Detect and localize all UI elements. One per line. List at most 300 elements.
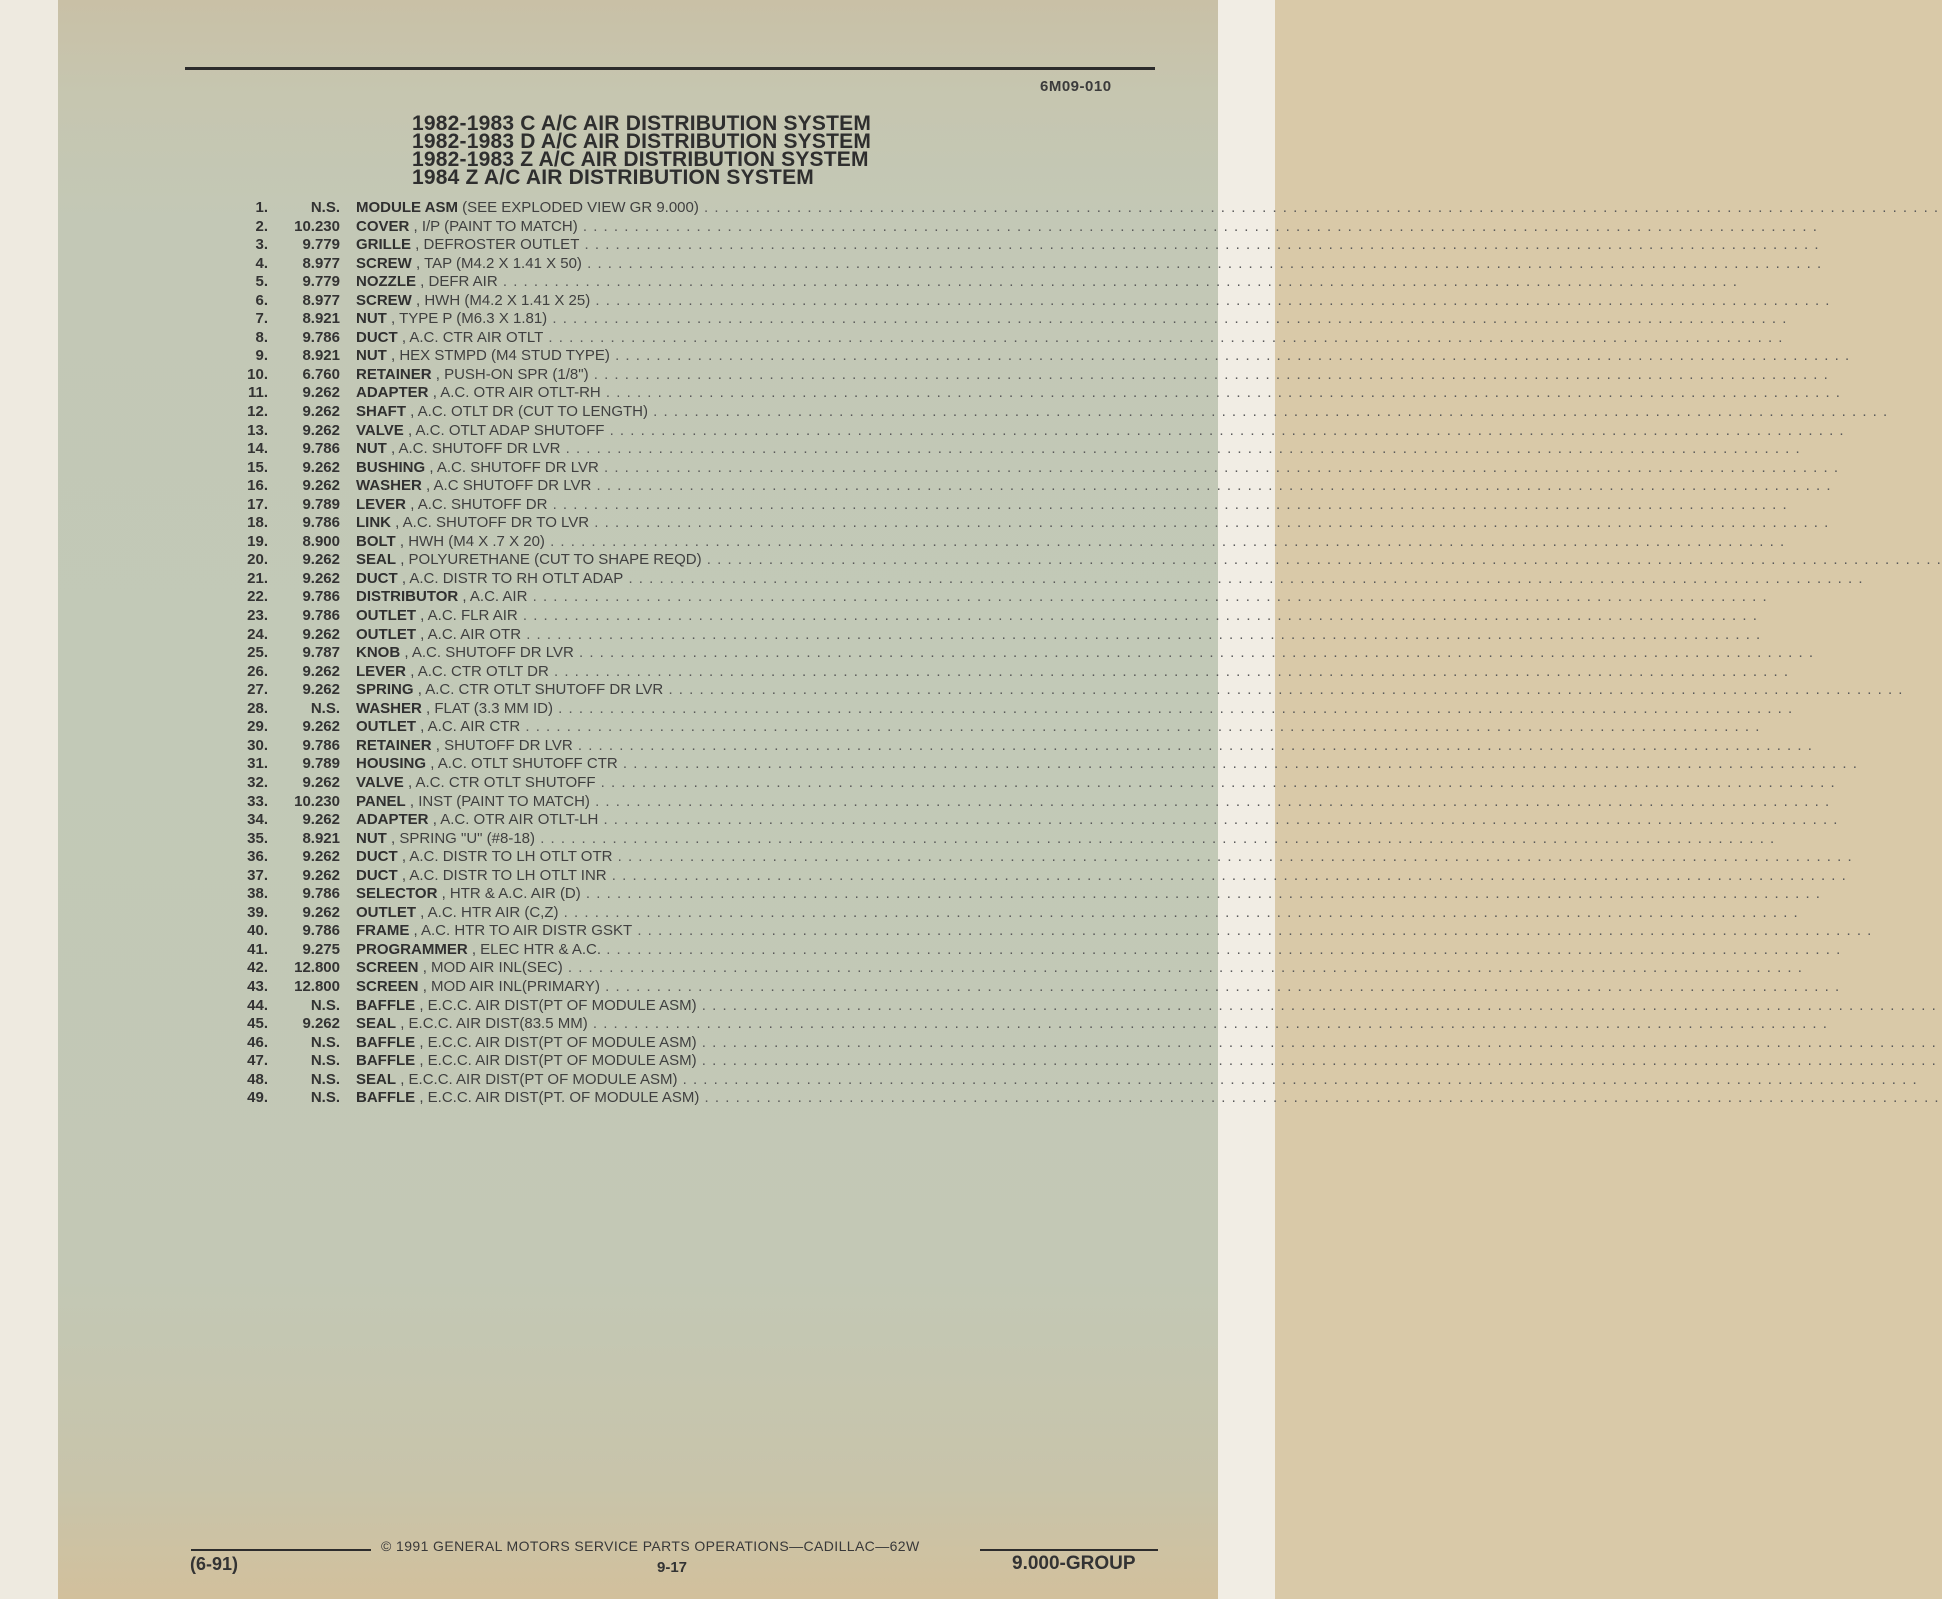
- part-description: [356, 421, 1845, 440]
- part-row: [240, 440, 1801, 459]
- part-number: 25.: [247, 644, 268, 662]
- part-name: DUCT: [356, 569, 398, 587]
- part-number: 28.: [247, 699, 268, 717]
- part-group: 9.786: [302, 328, 340, 346]
- part-detail: , DEFR AIR: [420, 273, 498, 291]
- part-name: LINK: [356, 514, 391, 532]
- part-row: [240, 644, 1815, 663]
- footer-rule-right: [980, 1549, 1158, 1551]
- part-number: 20.: [247, 551, 268, 569]
- part-group: 9.262: [302, 848, 340, 866]
- part-detail: , A.C. SHUTOFF DR LVR: [391, 440, 561, 458]
- leader-dots: . . . . . . . . . . . . . . . . . . . . . . . . . . . . . . . . . . . . . . . . . . . . . . . . . . . . . . . . . . . . . . . . . . . . . . . . . . . . . . . . . . . . . . . . . . . . . . . . . . . . . . . . . . . . . . . . . . . . . . . .: [609, 347, 1851, 365]
- part-number: 10.: [247, 365, 268, 383]
- part-description: [356, 792, 1831, 811]
- leader-dots: . . . . . . . . . . . . . . . . . . . . . . . . . . . . . . . . . . . . . . . . . . . . . . . . . . . . . . . . . . . . . . . . . . . . . . . . . . . . . . . . . . . . . . . . . . . . . . . . . . . . . . . . . . . . . . . . . . . . . . . .: [604, 421, 1845, 439]
- leader-dots: . . . . . . . . . . . . . . . . . . . . . . . . . . . . . . . . . . . . . . . . . . . . . . . . . . . . . . . . . . . . . . . . . . . . . . . . . . . . . . . . . . . . . . . . . . . . . . . . . . . . . . . . . . . . . . . . . . . . . . . .: [562, 959, 1803, 977]
- part-description: [356, 199, 1940, 217]
- part-number: 23.: [247, 607, 268, 625]
- page-code: 6M09-010: [1040, 78, 1112, 95]
- part-row: [240, 254, 1823, 274]
- leader-dots: . . . . . . . . . . . . . . . . . . . . . . . . . . . . . . . . . . . . . . . . . . . . . . . . . . . . . . . . . . . . . . . . . . . . . . . . . . . . . . . . . . . . . . . . . . . . . . . . . . . . . . . . . . . . . . . . . . . . . . . .: [517, 607, 1758, 625]
- leader-dots: . . . . . . . . . . . . . . . . . . . . . . . . . . . . . . . . . . . . . . . . . . . . . . . . . . . . . . . . . . . . . . . . . . . . . . . . . . . . . . . . . . . . . . . . . . . . . . . . . . . . . . . . . . . . . . . . . . . . . . . .: [535, 829, 1776, 847]
- part-description: [356, 328, 1784, 347]
- page-number: 9-17: [657, 1559, 688, 1576]
- leader-dots: . . . . . . . . . . . . . . . . . . . . . . . . . . . . . . . . . . . . . . . . . . . . . . . . . . . . . . . . . . . . . . . . . . . . . . . . . . . . . . . . . . . . . . . . . . . . . . . . . . . . . . . . . . . . . . . . . . . . . . . .: [677, 1070, 1918, 1088]
- part-group: 8.921: [302, 310, 340, 328]
- part-group: 9.262: [302, 718, 340, 736]
- part-description: [356, 718, 1761, 736]
- leader-dots: . . . . . . . . . . . . . . . . . . . . . . . . . . . . . . . . . . . . . . . . . . . . . . . . . . . . . . . . . . . . . . . . . . . . . . . . . . . . . . . . . . . . . . . . . . . . . . . . . . . . . . . . . . . . . . . . . . . . . . . .: [520, 718, 1761, 736]
- part-name: LEVER: [356, 495, 407, 513]
- part-number: 2.: [255, 217, 268, 235]
- group-label: 9.000-GROUP: [1012, 1553, 1136, 1574]
- part-group: 9.779: [302, 236, 340, 254]
- leader-dots: . . . . . . . . . . . . . . . . . . . . . . . . . . . . . . . . . . . . . . . . . . . . . . . . . . . . . . . . . . . . . . . . . . . . . . . . . . . . . . . . . . . . . . . . . . . . . . . . . . . . . . . . . . . . . . . . . . . . . . . .: [544, 532, 1786, 550]
- part-group: 9.262: [302, 811, 340, 829]
- part-number: 42.: [247, 959, 268, 977]
- part-description: [356, 291, 1831, 310]
- part-description: [356, 866, 1847, 885]
- part-description: [356, 681, 1904, 699]
- part-description: [356, 996, 1937, 1015]
- part-description: [356, 829, 1776, 848]
- part-detail: (SEE EXPLODED VIEW GR 9.000): [462, 199, 699, 216]
- part-name: SEAL: [356, 551, 397, 569]
- part-group: 9.786: [302, 607, 340, 625]
- part-description: [356, 736, 1813, 755]
- part-detail: , SPRING "U" (#8-18): [391, 829, 536, 847]
- part-detail: , A.C. AIR CTR: [420, 718, 521, 736]
- part-description: [356, 236, 1820, 254]
- part-description: [356, 495, 1788, 514]
- leader-dots: . . . . . . . . . . . . . . . . . . . . . . . . . . . . . . . . . . . . . . . . . . . . . . . . . . . . . . . . . . . . . . . . . . . . . . . . . . . . . . . . . . . . . . . . . . . . . . . . . . . . . . . . . . . . . . . . . . . . . . . .: [617, 755, 1858, 773]
- part-detail: , A.C. OTLT ADAP SHUTOFF: [407, 421, 605, 439]
- part-group: N.S.: [310, 1089, 340, 1107]
- part-name: BAFFLE: [356, 1089, 416, 1107]
- part-name: SCREW: [356, 254, 412, 272]
- part-name: SELECTOR: [356, 885, 438, 903]
- leader-dots: . . . . . . . . . . . . . . . . . . . . . . . . . . . . . . . . . . . . . . . . . . . . . . . . . . . . . . . . . . . . . . . . . . . . . . . . . . . . . . . . . . . . . . . . . . . . . . . . . . . . . . . . . . . . . . . . . . . . . . . .: [527, 588, 1768, 606]
- leader-dots: . . . . . . . . . . . . . . . . . . . . . . . . . . . . . . . . . . . . . . . . . . . . . . . . . . . . . . . . . . . . . . . . . . . . . . . . . . . . . . . . . . . . . . . . . . . . . . . . . . . . . . . . . . . . . . . . . . . . . . . .: [589, 514, 1830, 532]
- part-name: COVER: [356, 217, 410, 235]
- part-detail: , HWH (M4 X .7 X 20): [399, 532, 545, 550]
- part-number: 15.: [247, 458, 268, 476]
- part-detail: , INST (PAINT TO MATCH): [409, 792, 590, 810]
- leader-dots: . . . . . . . . . . . . . . . . . . . . . . . . . . . . . . . . . . . . . . . . . . . . . . . . . . . . . . . . . . . . . . . . . . . . . . . . . . . . . . . . . . . . . . . . . . . . . . . . . . . . . . . . . . . . . . . . . . . . . . . .: [590, 291, 1831, 309]
- part-row: [240, 699, 1794, 719]
- part-name: KNOB: [356, 644, 401, 662]
- leader-dots: . . . . . . . . . . . . . . . . . . . . . . . . . . . . . . . . . . . . . . . . . . . . . . . . . . . . . . . . . . . . . . . . . . . . . . . . . . . . . . . . . . . . . . . . . . . . . . . . . . . . . . . . . . . . . . . . . . . . . . . .: [698, 199, 1940, 216]
- leader-dots: . . . . . . . . . . . . . . . . . . . . . . . . . . . . . . . . . . . . . . . . . . . . . . . . . . . . . . . . . . . . . . . . . . . . . . . . . . . . . . . . . . . . . . . . . . . . . . . . . . . . . . . . . . . . . . . . . . . . . . . .: [632, 922, 1873, 940]
- leader-dots: . . . . . . . . . . . . . . . . . . . . . . . . . . . . . . . . . . . . . . . . . . . . . . . . . . . . . . . . . . . . . . . . . . . . . . . . . . . . . . . . . . . . . . . . . . . . . . . . . . . . . . . . . . . . . . . . . . . . . . . .: [543, 328, 1784, 346]
- part-detail: , A.C. CTR OTLT SHUTOFF DR LVR: [417, 681, 664, 699]
- part-row: [240, 328, 1784, 348]
- part-row: [240, 1070, 1918, 1090]
- part-group: 9.262: [302, 458, 340, 476]
- part-group: N.S.: [310, 996, 340, 1014]
- part-row: [240, 959, 1803, 978]
- part-number: 29.: [247, 718, 268, 736]
- part-detail: , HEX STMPD (M4 STUD TYPE): [391, 347, 610, 365]
- part-number: 36.: [247, 848, 268, 866]
- part-group: 9.262: [302, 866, 340, 884]
- part-group: 9.786: [302, 885, 340, 903]
- leader-dots: . . . . . . . . . . . . . . . . . . . . . . . . . . . . . . . . . . . . . . . . . . . . . . . . . . . . . . . . . . . . . . . . . . . . . . . . . . . . . . . . . . . . . . . . . . . . . . . . . . . . . . . . . . . . . . . . . . . . . . . .: [696, 996, 1937, 1014]
- part-name: RETAINER: [356, 736, 432, 754]
- part-description: [356, 1033, 1937, 1052]
- leader-dots: . . . . . . . . . . . . . . . . . . . . . . . . . . . . . . . . . . . . . . . . . . . . . . . . . . . . . . . . . . . . . . . . . . . . . . . . . . . . . . . . . . . . . . . . . . . . . . . . . . . . . . . . . . . . . . . . . . . . . . . .: [600, 384, 1841, 402]
- part-detail: , FLAT (3.3 MM ID): [426, 699, 553, 717]
- part-group: 6.760: [302, 365, 340, 383]
- leader-dots: . . . . . . . . . . . . . . . . . . . . . . . . . . . . . . . . . . . . . . . . . . . . . . . . . . . . . . . . . . . . . . . . . . . . . . . . . . . . . . . . . . . . . . . . . . . . . . . . . . . . . . . . . . . . . . . . . . . . . . . .: [579, 236, 1820, 254]
- part-detail: , A.C. AIR: [462, 588, 528, 606]
- part-number: 34.: [247, 811, 268, 829]
- part-name: PROGRAMMER: [356, 940, 468, 958]
- part-row: [240, 347, 1851, 366]
- part-number: 5.: [255, 273, 268, 291]
- part-detail: , A.C. CTR OTLT DR: [410, 662, 549, 680]
- leader-dots: . . . . . . . . . . . . . . . . . . . . . . . . . . . . . . . . . . . . . . . . . . . . . . . . . . . . . . . . . . . . . . . . . . . . . . . . . . . . . . . . . . . . . . . . . . . . . . . . . . . . . . . . . . . . . . . . . . . . . . . .: [581, 254, 1823, 272]
- leader-dots: . . . . . . . . . . . . . . . . . . . . . . . . . . . . . . . . . . . . . . . . . . . . . . . . . . . . . . . . . . . . . . . . . . . . . . . . . . . . . . . . . . . . . . . . . . . . . . . . . . . . . . . . . . . . . . . . . . . . . . . .: [552, 699, 1794, 717]
- part-group: 8.921: [302, 829, 340, 847]
- part-row: [240, 217, 1818, 237]
- part-row: [240, 569, 1864, 589]
- part-row: [240, 885, 1821, 904]
- leader-dots: . . . . . . . . . . . . . . . . . . . . . . . . . . . . . . . . . . . . . . . . . . . . . . . . . . . . . . . . . . . . . . . . . . . . . . . . . . . . . . . . . . . . . . . . . . . . . . . . . . . . . . . . . . . . . . . . . . . . . . . .: [599, 977, 1841, 995]
- leader-dots: . . . . . . . . . . . . . . . . . . . . . . . . . . . . . . . . . . . . . . . . . . . . . . . . . . . . . . . . . . . . . . . . . . . . . . . . . . . . . . . . . . . . . . . . . . . . . . . . . . . . . . . . . . . . . . . . . . . . . . . .: [577, 217, 1818, 235]
- date-code: (6-91): [190, 1554, 239, 1574]
- part-number: 27.: [247, 681, 268, 699]
- part-name: BAFFLE: [356, 1052, 416, 1070]
- part-row: [240, 736, 1813, 756]
- part-detail: , A.C. AIR OTR: [420, 625, 522, 643]
- part-detail: , SHUTOFF DR LVR: [435, 736, 573, 754]
- part-name: ADAPTER: [356, 384, 429, 402]
- part-row: [240, 773, 1836, 793]
- part-row: [240, 551, 1942, 570]
- part-row: [240, 495, 1788, 515]
- part-description: [356, 273, 1738, 291]
- part-description: [356, 1052, 1937, 1070]
- part-group: 9.262: [302, 681, 340, 699]
- part-number: 39.: [247, 903, 268, 921]
- part-description: [356, 440, 1801, 458]
- part-number: 21.: [247, 569, 268, 587]
- part-number: 30.: [247, 736, 268, 754]
- part-row: [240, 625, 1762, 645]
- part-detail: , A.C. SHUTOFF DR LVR: [429, 458, 599, 476]
- part-name: OUTLET: [356, 718, 416, 736]
- part-number: 47.: [247, 1052, 268, 1070]
- part-group: 9.262: [302, 625, 340, 643]
- part-detail: , A.C. CTR OTLT SHUTOFF: [407, 773, 596, 791]
- footer-rule-left: [191, 1549, 371, 1551]
- part-name: OUTLET: [356, 903, 416, 921]
- part-number: 14.: [247, 440, 268, 458]
- part-group: 8.900: [302, 532, 340, 550]
- part-description: [356, 607, 1758, 625]
- part-detail: , A.C. OTLT SHUTOFF CTR: [430, 755, 618, 773]
- part-description: [356, 532, 1786, 551]
- leader-dots: . . . . . . . . . . . . . . . . . . . . . . . . . . . . . . . . . . . . . . . . . . . . . . . . . . . . . . . . . . . . . . . . . . . . . . . . . . . . . . . . . . . . . . . . . . . . . . . . . . . . . . . . . . . . . . . . . . . . . . . .: [647, 403, 1889, 421]
- part-name: NUT: [356, 829, 387, 847]
- part-name: SHAFT: [356, 403, 406, 421]
- leader-dots: . . . . . . . . . . . . . . . . . . . . . . . . . . . . . . . . . . . . . . . . . . . . . . . . . . . . . . . . . . . . . . . . . . . . . . . . . . . . . . . . . . . . . . . . . . . . . . . . . . . . . . . . . . . . . . . . . . . . . . . .: [572, 736, 1813, 754]
- part-row: [240, 922, 1873, 941]
- leader-dots: . . . . . . . . . . . . . . . . . . . . . . . . . . . . . . . . . . . . . . . . . . . . . . . . . . . . . . . . . . . . . . . . . . . . . . . . . . . . . . . . . . . . . . . . . . . . . . . . . . . . . . . . . . . . . . . . . . . . . . . .: [560, 440, 1801, 458]
- part-detail: , A.C. DISTR TO LH OTLT OTR: [401, 848, 613, 866]
- part-description: [356, 755, 1858, 773]
- part-row: [240, 811, 1839, 830]
- part-row: [240, 1089, 1940, 1108]
- part-detail: , E.C.C. AIR DIST(PT OF MODULE ASM): [419, 1052, 697, 1070]
- part-group: 10.230: [294, 217, 340, 235]
- leader-dots: . . . . . . . . . . . . . . . . . . . . . . . . . . . . . . . . . . . . . . . . . . . . . . . . . . . . . . . . . . . . . . . . . . . . . . . . . . . . . . . . . . . . . . . . . . . . . . . . . . . . . . . . . . . . . . . . . . . . . . . .: [598, 811, 1839, 829]
- part-group: N.S.: [310, 1052, 340, 1070]
- part-number: 43.: [247, 977, 268, 995]
- part-group: 9.275: [302, 940, 340, 958]
- leader-dots: . . . . . . . . . . . . . . . . . . . . . . . . . . . . . . . . . . . . . . . . . . . . . . . . . . . . . . . . . . . . . . . . . . . . . . . . . . . . . . . . . . . . . . . . . . . . . . . . . . . . . . . . . . . . . . . . . . . . . . . .: [601, 940, 1842, 958]
- part-row: [240, 996, 1937, 1016]
- leader-dots: . . . . . . . . . . . . . . . . . . . . . . . . . . . . . . . . . . . . . . . . . . . . . . . . . . . . . . . . . . . . . . . . . . . . . . . . . . . . . . . . . . . . . . . . . . . . . . . . . . . . . . . . . . . . . . . . . . . . . . . .: [612, 848, 1853, 866]
- part-name: LEVER: [356, 662, 407, 680]
- part-row: [240, 458, 1840, 478]
- part-number: 33.: [247, 792, 268, 810]
- part-group: 9.786: [302, 514, 340, 532]
- part-group: 9.262: [302, 551, 340, 569]
- part-detail: , A.C. OTLT DR (CUT TO LENGTH): [410, 403, 648, 421]
- part-row: [240, 1015, 1828, 1034]
- part-description: [356, 365, 1829, 384]
- part-name: DUCT: [356, 328, 398, 346]
- part-name: SEAL: [356, 1015, 397, 1033]
- part-detail: , A.C. HTR TO AIR DISTR GSKT: [413, 922, 633, 940]
- part-name: HOUSING: [356, 755, 427, 773]
- part-name: SPRING: [356, 681, 414, 699]
- part-detail: , E.C.C. AIR DIST(PT OF MODULE ASM): [419, 1033, 697, 1051]
- part-number: 18.: [247, 514, 268, 532]
- part-row: [240, 421, 1845, 441]
- part-description: [356, 811, 1839, 829]
- part-description: [356, 1070, 1918, 1089]
- part-name: SCREW: [356, 291, 412, 309]
- part-number: 13.: [247, 421, 268, 439]
- part-number: 37.: [247, 866, 268, 884]
- header-rule: [185, 67, 1155, 70]
- part-number: 31.: [247, 755, 268, 773]
- part-description: [356, 217, 1818, 236]
- part-name: PANEL: [356, 792, 406, 810]
- part-detail: , A.C. OTR AIR OTLT-LH: [432, 811, 599, 829]
- part-row: [240, 792, 1831, 812]
- part-detail: , PUSH-ON SPR (1/8"): [435, 365, 589, 383]
- part-group: 8.921: [302, 347, 340, 365]
- part-group: N.S.: [310, 1033, 340, 1051]
- part-description: [356, 514, 1830, 532]
- part-description: [356, 644, 1815, 662]
- leader-dots: . . . . . . . . . . . . . . . . . . . . . . . . . . . . . . . . . . . . . . . . . . . . . . . . . . . . . . . . . . . . . . . . . . . . . . . . . . . . . . . . . . . . . . . . . . . . . . . . . . . . . . . . . . . . . . . . . . . . . . . .: [547, 495, 1788, 513]
- part-name: VALVE: [356, 421, 404, 439]
- part-name: WASHER: [356, 477, 422, 495]
- part-number: 46.: [247, 1033, 268, 1051]
- part-row: [240, 514, 1830, 533]
- leader-dots: . . . . . . . . . . . . . . . . . . . . . . . . . . . . . . . . . . . . . . . . . . . . . . . . . . . . . . . . . . . . . . . . . . . . . . . . . . . . . . . . . . . . . . . . . . . . . . . . . . . . . . . . . . . . . . . . . . . . . . . .: [696, 1033, 1937, 1051]
- part-number: 24.: [247, 625, 268, 643]
- part-row: [240, 273, 1738, 292]
- part-detail: , TYPE P (M6.3 X 1.81): [391, 310, 548, 328]
- part-row: [240, 940, 1842, 960]
- leader-dots: . . . . . . . . . . . . . . . . . . . . . . . . . . . . . . . . . . . . . . . . . . . . . . . . . . . . . . . . . . . . . . . . . . . . . . . . . . . . . . . . . . . . . . . . . . . . . . . . . . . . . . . . . . . . . . . . . . . . . . . .: [701, 551, 1942, 569]
- part-name: VALVE: [356, 773, 404, 791]
- part-name: WASHER: [356, 699, 422, 717]
- part-group: 9.262: [302, 421, 340, 439]
- leader-dots: . . . . . . . . . . . . . . . . . . . . . . . . . . . . . . . . . . . . . . . . . . . . . . . . . . . . . . . . . . . . . . . . . . . . . . . . . . . . . . . . . . . . . . . . . . . . . . . . . . . . . . . . . . . . . . . . . . . . . . . .: [521, 625, 1762, 643]
- part-detail: , MOD AIR INL(SEC): [422, 959, 563, 977]
- part-row: [240, 1033, 1937, 1053]
- part-description: [356, 551, 1942, 569]
- part-group: 9.262: [302, 773, 340, 791]
- part-number: 26.: [247, 662, 268, 680]
- leader-dots: . . . . . . . . . . . . . . . . . . . . . . . . . . . . . . . . . . . . . . . . . . . . . . . . . . . . . . . . . . . . . . . . . . . . . . . . . . . . . . . . . . . . . . . . . . . . . . . . . . . . . . . . . . . . . . . . . . . . . . . .: [580, 885, 1821, 903]
- part-name: MODULE ASM: [356, 199, 458, 216]
- part-row: [240, 588, 1768, 607]
- part-row: [240, 718, 1761, 737]
- part-group: 9.262: [302, 662, 340, 680]
- leader-dots: . . . . . . . . . . . . . . . . . . . . . . . . . . . . . . . . . . . . . . . . . . . . . . . . . . . . . . . . . . . . . . . . . . . . . . . . . . . . . . . . . . . . . . . . . . . . . . . . . . . . . . . . . . . . . . . . . . . . . . . .: [606, 866, 1847, 884]
- part-number: 45.: [247, 1015, 268, 1033]
- part-number: 8.: [255, 328, 268, 346]
- part-detail: , A.C. HTR AIR (C,Z): [420, 903, 559, 921]
- part-number: 22.: [247, 588, 268, 606]
- part-number: 4.: [255, 254, 268, 272]
- leader-dots: . . . . . . . . . . . . . . . . . . . . . . . . . . . . . . . . . . . . . . . . . . . . . . . . . . . . . . . . . . . . . . . . . . . . . . . . . . . . . . . . . . . . . . . . . . . . . . . . . . . . . . . . . . . . . . . . . . . . . . . .: [588, 365, 1829, 383]
- part-row: [240, 1052, 1937, 1071]
- part-row: [240, 662, 1790, 682]
- part-group: 12.800: [294, 959, 340, 977]
- part-row: [240, 755, 1858, 774]
- part-detail: , A.C. OTR AIR OTLT-RH: [432, 384, 601, 402]
- part-row: [240, 403, 1889, 422]
- part-number: 7.: [255, 310, 268, 328]
- part-name: FRAME: [356, 922, 410, 940]
- leader-dots: . . . . . . . . . . . . . . . . . . . . . . . . . . . . . . . . . . . . . . . . . . . . . . . . . . . . . . . . . . . . . . . . . . . . . . . . . . . . . . . . . . . . . . . . . . . . . . . . . . . . . . . . . . . . . . . . . . . . . . . .: [595, 773, 1836, 791]
- part-number: 49.: [247, 1089, 268, 1107]
- part-number: 44.: [247, 996, 268, 1014]
- part-number: 40.: [247, 922, 268, 940]
- copyright-notice: © 1991 GENERAL MOTORS SERVICE PARTS OPERATIONS—CADILLAC—62W: [381, 1538, 920, 1554]
- part-description: [356, 1015, 1828, 1033]
- title-line: 1982-1983 C A/C AIR DISTRIBUTION SYSTEM: [412, 112, 872, 135]
- leader-dots: . . . . . . . . . . . . . . . . . . . . . . . . . . . . . . . . . . . . . . . . . . . . . . . . . . . . . . . . . . . . . . . . . . . . . . . . . . . . . . . . . . . . . . . . . . . . . . . . . . . . . . . . . . . . . . . . . . . . . . . .: [497, 273, 1738, 291]
- part-description: [356, 959, 1803, 977]
- title-line: 1984 Z A/C AIR DISTRIBUTION SYSTEM: [412, 166, 814, 189]
- part-detail: , E.C.C. AIR DIST(PT OF MODULE ASM): [400, 1070, 678, 1088]
- part-group: 9.786: [302, 440, 340, 458]
- part-row: [240, 310, 1788, 329]
- part-name: NUT: [356, 440, 387, 458]
- part-description: [356, 625, 1762, 644]
- part-name: NUT: [356, 347, 387, 365]
- part-row: [240, 829, 1776, 849]
- part-name: BAFFLE: [356, 996, 416, 1014]
- part-name: NUT: [356, 310, 387, 328]
- part-group: 9.787: [302, 644, 340, 662]
- leader-dots: . . . . . . . . . . . . . . . . . . . . . . . . . . . . . . . . . . . . . . . . . . . . . . . . . . . . . . . . . . . . . . . . . . . . . . . . . . . . . . . . . . . . . . . . . . . . . . . . . . . . . . . . . . . . . . . . . . . . . . . .: [598, 458, 1840, 476]
- title-line: 1982-1983 Z A/C AIR DISTRIBUTION SYSTEM: [412, 148, 869, 171]
- part-group: 9.262: [302, 384, 340, 402]
- leader-dots: . . . . . . . . . . . . . . . . . . . . . . . . . . . . . . . . . . . . . . . . . . . . . . . . . . . . . . . . . . . . . . . . . . . . . . . . . . . . . . . . . . . . . . . . . . . . . . . . . . . . . . . . . . . . . . . . . . . . . . . .: [558, 903, 1799, 921]
- part-name: GRILLE: [356, 236, 411, 254]
- part-detail: , E.C.C. AIR DIST(PT. OF MODULE ASM): [419, 1089, 700, 1107]
- part-group: 9.262: [302, 569, 340, 587]
- part-detail: , E.C.C. AIR DIST(PT OF MODULE ASM): [419, 996, 697, 1014]
- part-description: [356, 848, 1853, 866]
- part-group: 9.779: [302, 273, 340, 291]
- part-number: 16.: [247, 477, 268, 495]
- part-group: 8.977: [302, 254, 340, 272]
- part-group: N.S.: [310, 699, 340, 717]
- part-description: [356, 922, 1873, 940]
- part-description: [356, 773, 1836, 792]
- part-name: SCREEN: [356, 977, 419, 995]
- leader-dots: . . . . . . . . . . . . . . . . . . . . . . . . . . . . . . . . . . . . . . . . . . . . . . . . . . . . . . . . . . . . . . . . . . . . . . . . . . . . . . . . . . . . . . . . . . . . . . . . . . . . . . . . . . . . . . . . . . . . . . . .: [623, 569, 1864, 587]
- part-detail: , A.C. SHUTOFF DR TO LVR: [395, 514, 590, 532]
- part-row: [240, 291, 1831, 311]
- scan-margin-left: [0, 0, 58, 1599]
- part-group: 10.230: [294, 792, 340, 810]
- part-group: 9.786: [302, 922, 340, 940]
- part-group: 9.789: [302, 495, 340, 513]
- leader-dots: . . . . . . . . . . . . . . . . . . . . . . . . . . . . . . . . . . . . . . . . . . . . . . . . . . . . . . . . . . . . . . . . . . . . . . . . . . . . . . . . . . . . . . . . . . . . . . . . . . . . . . . . . . . . . . . . . . . . . . . .: [547, 310, 1788, 328]
- part-name: BAFFLE: [356, 1033, 416, 1051]
- part-description: [356, 403, 1889, 421]
- part-name: BUSHING: [356, 458, 426, 476]
- part-number: 12.: [247, 403, 268, 421]
- part-description: [356, 940, 1842, 959]
- part-number: 1.: [255, 199, 268, 216]
- part-row: [240, 384, 1841, 403]
- part-detail: , TAP (M4.2 X 1.41 X 50): [416, 254, 582, 272]
- part-name: DUCT: [356, 848, 398, 866]
- parts-list: [240, 199, 1942, 1108]
- part-name: ADAPTER: [356, 811, 429, 829]
- part-detail: , A.C. CTR AIR OTLT: [401, 328, 544, 346]
- title-block: [412, 112, 872, 189]
- part-number: 35.: [247, 829, 268, 847]
- part-description: [356, 384, 1841, 402]
- part-row: [240, 532, 1786, 552]
- part-row: [240, 199, 1940, 218]
- part-group: 9.789: [302, 755, 340, 773]
- part-name: OUTLET: [356, 607, 416, 625]
- part-group: 12.800: [294, 977, 340, 995]
- part-number: 17.: [247, 495, 268, 513]
- part-number: 48.: [247, 1070, 268, 1088]
- part-group: N.S.: [310, 199, 340, 216]
- leader-dots: . . . . . . . . . . . . . . . . . . . . . . . . . . . . . . . . . . . . . . . . . . . . . . . . . . . . . . . . . . . . . . . . . . . . . . . . . . . . . . . . . . . . . . . . . . . . . . . . . . . . . . . . . . . . . . . . . . . . . . . .: [587, 1015, 1828, 1033]
- part-description: [356, 477, 1832, 495]
- part-row: [240, 977, 1841, 997]
- part-number: 6.: [255, 291, 268, 309]
- part-detail: , A.C SHUTOFF DR LVR: [426, 477, 592, 495]
- part-name: DUCT: [356, 866, 398, 884]
- leader-dots: . . . . . . . . . . . . . . . . . . . . . . . . . . . . . . . . . . . . . . . . . . . . . . . . . . . . . . . . . . . . . . . . . . . . . . . . . . . . . . . . . . . . . . . . . . . . . . . . . . . . . . . . . . . . . . . . . . . . . . . .: [663, 681, 1904, 699]
- part-group: 9.262: [302, 903, 340, 921]
- part-row: [240, 365, 1829, 385]
- part-description: [356, 310, 1788, 328]
- part-row: [240, 848, 1853, 867]
